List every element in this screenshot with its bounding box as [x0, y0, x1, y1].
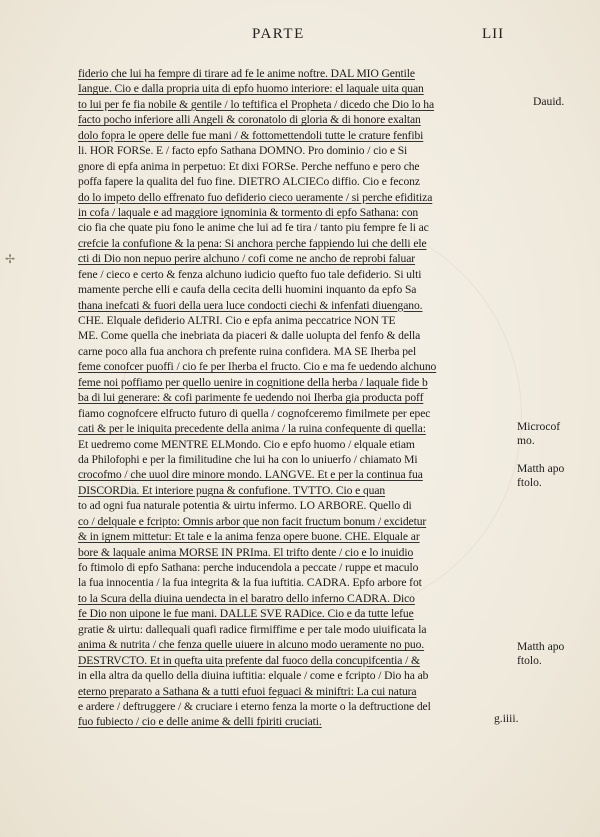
text-line: Iangue. Cio e dalla propria uita di epfo huomo interiore: el laquale uita quan: [78, 82, 424, 96]
text-line: thana inefcati & fuori della uera luce condocti ciechi & infenfati diuengano.: [78, 298, 423, 312]
text-line: feme noi poffiamo per quello uenire in cognitione della herba / laquale fide b: [78, 375, 428, 389]
text-line: ba di lui generare: & cofi parimente fe uedendo noi Iherba gia producta poff: [78, 391, 424, 405]
running-head-title: PARTE: [252, 26, 305, 42]
margin-note-david: Dauid.: [533, 95, 565, 108]
text-line: li. HOR FORSe. E / facto epfo Sathana DOMNO. Pro dominio / cio e Si: [78, 144, 408, 158]
text-line: Et uedremo come MENTRE ELMondo. Cio e epfo huomo / elquale etiam: [78, 437, 415, 451]
margin-note-matthew-1: Matth apo ftolo.: [517, 462, 565, 489]
running-head: [0, 26, 600, 50]
text-line: fo ftimolo di epfo Sathana: perche inducendola a peccate / ruppe et maculo: [78, 561, 419, 574]
margin-mark: ✢: [5, 252, 16, 266]
text-line: ME. Come quella che inebriata da piaceri & dalle uolupta del fenfo & della: [78, 329, 421, 343]
margin-note-matthew-2: Matth apo ftolo.: [517, 640, 565, 667]
text-line: to lui per fe fia nobile & gentile / lo teftifica el Propheta / dicedo che Dio lo ha: [78, 97, 435, 111]
signature-mark: g.iiii.: [494, 712, 519, 725]
text-block: [78, 66, 523, 730]
text-line: dolo fopra le opere delle fue mani / & fottomettendoli tutte le crature fenfibi: [78, 128, 424, 142]
text-line: cio fia che quate piu fono le anime che lui ad fe tira / tanto piu fempre fe li ac: [78, 221, 429, 235]
text-line: fuo fubiecto / cio e delle anime & delli fpiriti cruciati.: [78, 715, 322, 729]
text-line: DESTRVCTO. Et in quefta uita prefente dal fuoco della concupifcentia / &: [78, 653, 420, 667]
folio-number: LII: [482, 26, 505, 42]
text-line: fiamo cognofcere elfructo futuro di quella / cognofceremo fimilmete per epec: [78, 406, 431, 420]
text-line: feme conofcer puoffi / cio fe per Iherba el fructo. Cio e ma fe uedendo alchuno: [78, 360, 437, 374]
text-line: carne poco alla fua anchora ch prefente ruina confidera. MA SE Iherba pel: [78, 344, 417, 358]
text-line: mamente perche elli e caufa della cecita delli huomini inquanto da epfo Sa: [78, 283, 417, 297]
text-line: in cofa / laquale e ad maggiore ignominia & tormento di epfo Sathana: con: [78, 205, 419, 219]
text-line: in ella altra da quello della diuina iuftitia: elquale / come e fcripto / Dio ha ab: [78, 669, 429, 683]
text-line: da Philofophi e per la fimilitudine che lui ha con lo uniuerfo / chiamato Mi: [78, 452, 418, 466]
text-line: crefcie la confufione & la pena: Si anchora perche fappiendo lui che delli ele: [78, 236, 427, 250]
text-line: crocofmo / che uuol dire minore mondo. LANGVE. Et e per la continua fua: [78, 468, 423, 482]
text-line: fene / cieco e certo & fenza alchuno iudicio quefto fuo tale defiderio. Si ulti: [78, 267, 422, 281]
text-line: facto pocho inferiore alli Angeli & coronatolo di gloria & di honore exaltan: [78, 113, 421, 127]
text-line: fe Dio non uipone le fue mani. DALLE SVE RADice. Cio e da tutte lefue: [78, 607, 414, 621]
text-line: la fua innocentia / la fua integrita & la fua iuftitia. CADRA. Epfo arbore fot: [78, 576, 422, 590]
text-line: fiderio che lui ha fempre di tirare ad fe le anime noftre. DAL MIO Gentile: [78, 67, 415, 80]
text-line: & in ignem mittetur: Et tale e la anima fenza opere buone. CHE. Elquale ar: [78, 530, 420, 544]
text-line: co / delquale e fcripto: Omnis arbor que non facit fructum bonum / excidetur: [78, 514, 427, 528]
text-line: to ad ogni fua naturale potentia & uirtu infermo. LO ARBORE. Quello di: [78, 499, 412, 513]
text-line: to la Scura della diuina uendecta in el baratro dello inferno CADRA. Dico: [78, 591, 415, 605]
text-line: anima & nutrita / che fenza quelle uiuere in alcuno modo ueramente no puo.: [78, 638, 425, 652]
margin-note-microcosmo: Microcof mo.: [517, 420, 561, 447]
text-line: cati & per le iniquita precedente della anima / la ruina confequente di quella:: [78, 422, 426, 436]
text-line: cti di Dio non nepuo perire alchuno / cofi come ne ancho de reprobi faluar: [78, 252, 416, 266]
text-line: DISCORDia. Et interiore pugna & confufione. TVTTO. Cio e quan: [78, 483, 386, 497]
text-line: do lo impeto dello effrenato fuo defiderio cieco ueramente / si perche efiditiza: [78, 190, 433, 204]
text-line: gnore di epfa anima in perpetuo: Et dixi FORSe. Perche neffuno e pero che: [78, 159, 420, 173]
text-line: gratie & uirtu: dallequali quafi radice firmiffime e per tale modo uiuificata la: [78, 622, 427, 636]
text-line: bore & laquale anima MORSE IN PRIma. El trifto dente / cio e lo inuidio: [78, 545, 414, 559]
text-line: poffa fapere la qualita del fuo fine. DIETRO ALCIECo diffio. Cio e feconz: [78, 175, 420, 189]
text-line: eterno preparato a Sathana & a tutti efuoi feguaci & miniftri: La cui natura: [78, 684, 417, 698]
text-line: CHE. Elquale defiderio ALTRI. Cio e epfa anima peccatrice NON TE: [78, 314, 396, 327]
text-line: e ardere / deftruggere / & cruciare i eterno fenza la morte o la deftructione del: [78, 699, 431, 713]
